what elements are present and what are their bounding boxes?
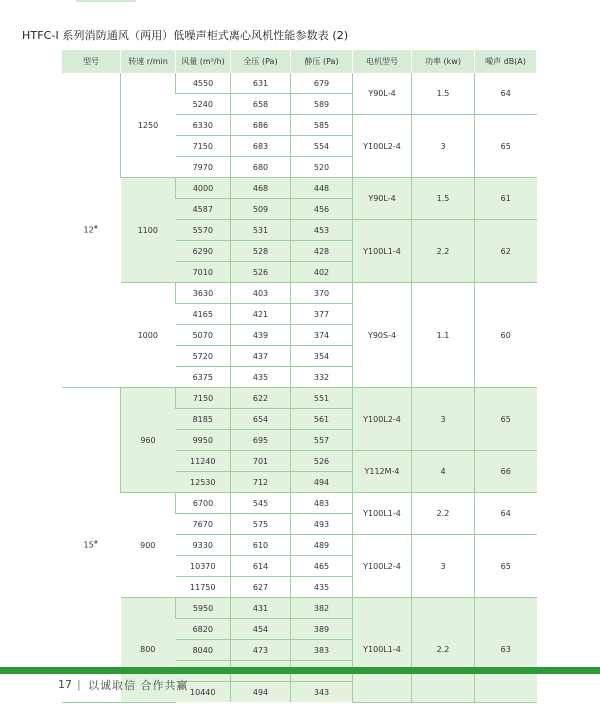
- static-pressure-cell: 453: [291, 220, 353, 241]
- static-pressure-cell: 448: [291, 178, 353, 199]
- static-pressure-cell: 435: [291, 577, 353, 598]
- airflow-cell: 6375: [176, 367, 231, 388]
- table-header-row: [62, 50, 537, 73]
- static-pressure-cell: 428: [291, 241, 353, 262]
- motor-model-cell: Y90L-4: [353, 73, 412, 115]
- noise-cell: 65: [475, 115, 537, 178]
- total-pressure-cell: 622: [231, 388, 291, 409]
- footer-green-bar: [0, 667, 600, 674]
- airflow-cell: 7010: [176, 262, 231, 283]
- power-cell: 3: [412, 535, 475, 598]
- static-pressure-cell: 554: [291, 136, 353, 157]
- airflow-cell: 4550: [176, 73, 231, 94]
- total-pressure-cell: 473: [231, 640, 291, 661]
- static-pressure-cell: 389: [291, 619, 353, 640]
- airflow-cell: 5950: [176, 598, 231, 619]
- airflow-cell: 7670: [176, 514, 231, 535]
- static-pressure-cell: 383: [291, 640, 353, 661]
- airflow-cell: 7970: [176, 157, 231, 178]
- airflow-cell: 6330: [176, 115, 231, 136]
- page-number: 17: [58, 678, 72, 691]
- total-pressure-cell: 631: [231, 73, 291, 94]
- noise-cell: 65: [475, 388, 537, 451]
- noise-cell: 65: [475, 535, 537, 598]
- total-pressure-cell: 683: [231, 136, 291, 157]
- power-cell: 1.5: [412, 73, 475, 115]
- top-decorative-rule: [76, 0, 136, 2]
- static-pressure-cell: 465: [291, 556, 353, 577]
- noise-cell: 61: [475, 178, 537, 220]
- airflow-cell: 4165: [176, 304, 231, 325]
- speed-cell: 900: [121, 493, 176, 598]
- motor-model-cell: Y90S-4: [353, 283, 412, 388]
- motor-model-cell: Y100L2-4: [353, 115, 412, 178]
- static-pressure-cell: 343: [291, 682, 353, 703]
- motor-model-cell: Y100L1-4: [353, 598, 412, 703]
- power-cell: 1.5: [412, 178, 475, 220]
- airflow-cell: 8185: [176, 409, 231, 430]
- airflow-cell: 6820: [176, 619, 231, 640]
- airflow-cell: 3630: [176, 283, 231, 304]
- power-cell: 1.1: [412, 283, 475, 388]
- speed-cell: 1100: [121, 178, 176, 283]
- header-power: 功率 (kw): [412, 50, 475, 73]
- header-model: 型号: [62, 50, 121, 73]
- airflow-cell: 9950: [176, 430, 231, 451]
- power-cell: 3: [412, 115, 475, 178]
- total-pressure-cell: 454: [231, 619, 291, 640]
- static-pressure-cell: 374: [291, 325, 353, 346]
- airflow-cell: 5240: [176, 94, 231, 115]
- table-row: [62, 283, 537, 304]
- static-pressure-cell: 589: [291, 94, 353, 115]
- total-pressure-cell: 575: [231, 514, 291, 535]
- airflow-cell: 10440: [176, 682, 231, 703]
- static-pressure-cell: 402: [291, 262, 353, 283]
- static-pressure-cell: 561: [291, 409, 353, 430]
- static-pressure-cell: 679: [291, 73, 353, 94]
- total-pressure-cell: 435: [231, 367, 291, 388]
- airflow-cell: 10370: [176, 556, 231, 577]
- header-noise: 噪声 dB(A): [475, 50, 537, 73]
- total-pressure-cell: 680: [231, 157, 291, 178]
- motor-model-cell: Y100L2-4: [353, 388, 412, 451]
- noise-cell: 60: [475, 283, 537, 388]
- total-pressure-cell: 509: [231, 199, 291, 220]
- noise-cell: 64: [475, 493, 537, 535]
- airflow-cell: 5570: [176, 220, 231, 241]
- total-pressure-cell: 545: [231, 493, 291, 514]
- total-pressure-cell: 439: [231, 325, 291, 346]
- airflow-cell: 4000: [176, 178, 231, 199]
- motor-model-cell: Y112M-4: [353, 451, 412, 493]
- table-row: [62, 493, 537, 514]
- model-cell: 15#: [62, 388, 121, 703]
- airflow-cell: 6700: [176, 493, 231, 514]
- document-title: HTFC-I 系列消防通风（两用）低噪声柜式离心风机性能参数表 (2): [22, 29, 349, 42]
- noise-cell: 63: [475, 598, 537, 703]
- performance-table: [61, 50, 537, 703]
- static-pressure-cell: 489: [291, 535, 353, 556]
- airflow-cell: 5070: [176, 325, 231, 346]
- speed-cell: 960: [121, 388, 176, 493]
- total-pressure-cell: 403: [231, 283, 291, 304]
- header-static-pressure: 静压 (Pa): [291, 50, 353, 73]
- total-pressure-cell: 712: [231, 472, 291, 493]
- static-pressure-cell: 551: [291, 388, 353, 409]
- total-pressure-cell: 627: [231, 577, 291, 598]
- header-speed: 转速 r/min: [121, 50, 176, 73]
- airflow-cell: 7150: [176, 388, 231, 409]
- static-pressure-cell: 493: [291, 514, 353, 535]
- total-pressure-cell: 701: [231, 451, 291, 472]
- airflow-cell: 7150: [176, 136, 231, 157]
- total-pressure-cell: 610: [231, 535, 291, 556]
- total-pressure-cell: 431: [231, 598, 291, 619]
- speed-cell: 1000: [121, 283, 176, 388]
- total-pressure-cell: 468: [231, 178, 291, 199]
- speed-cell: 1250: [121, 73, 176, 178]
- airflow-cell: 12530: [176, 472, 231, 493]
- static-pressure-cell: 332: [291, 367, 353, 388]
- table-row: [62, 598, 537, 619]
- static-pressure-cell: 456: [291, 199, 353, 220]
- noise-cell: 64: [475, 73, 537, 115]
- power-cell: 2.2: [412, 598, 475, 703]
- airflow-cell: 5720: [176, 346, 231, 367]
- noise-cell: 66: [475, 451, 537, 493]
- static-pressure-cell: 377: [291, 304, 353, 325]
- airflow-cell: 11750: [176, 577, 231, 598]
- total-pressure-cell: 686: [231, 115, 291, 136]
- static-pressure-cell: 585: [291, 115, 353, 136]
- total-pressure-cell: 421: [231, 304, 291, 325]
- total-pressure-cell: 654: [231, 409, 291, 430]
- total-pressure-cell: 526: [231, 262, 291, 283]
- static-pressure-cell: 382: [291, 598, 353, 619]
- static-pressure-cell: 520: [291, 157, 353, 178]
- airflow-cell: 11240: [176, 451, 231, 472]
- motor-model-cell: Y90L-4: [353, 178, 412, 220]
- total-pressure-cell: 437: [231, 346, 291, 367]
- airflow-cell: 6290: [176, 241, 231, 262]
- total-pressure-cell: 658: [231, 94, 291, 115]
- power-cell: 3: [412, 388, 475, 451]
- footer-slogan: 以诚取信 合作共赢: [88, 679, 189, 692]
- table-row: [62, 178, 537, 199]
- power-cell: 4: [412, 451, 475, 493]
- total-pressure-cell: 695: [231, 430, 291, 451]
- power-cell: 2.2: [412, 493, 475, 535]
- noise-cell: 62: [475, 220, 537, 283]
- model-cell: 12#: [62, 73, 121, 388]
- header-total-pressure: 全压 (Pa): [231, 50, 291, 73]
- static-pressure-cell: 370: [291, 283, 353, 304]
- motor-model-cell: Y100L2-4: [353, 535, 412, 598]
- static-pressure-cell: 494: [291, 472, 353, 493]
- airflow-cell: 9330: [176, 535, 231, 556]
- power-cell: 2.2: [412, 220, 475, 283]
- total-pressure-cell: 531: [231, 220, 291, 241]
- static-pressure-cell: 483: [291, 493, 353, 514]
- motor-model-cell: Y100L1-4: [353, 220, 412, 283]
- airflow-cell: 8040: [176, 640, 231, 661]
- motor-model-cell: Y100L1-4: [353, 493, 412, 535]
- footer-separator: |: [77, 678, 81, 691]
- total-pressure-cell: 528: [231, 241, 291, 262]
- airflow-cell: 4587: [176, 199, 231, 220]
- table-row: [62, 73, 537, 94]
- static-pressure-cell: 557: [291, 430, 353, 451]
- header-airflow: 风量 (m³/h): [176, 50, 231, 73]
- speed-cell: 800: [121, 598, 176, 703]
- static-pressure-cell: 354: [291, 346, 353, 367]
- table-row: [62, 388, 537, 409]
- header-motor-model: 电机型号: [353, 50, 412, 73]
- total-pressure-cell: 494: [231, 682, 291, 703]
- total-pressure-cell: 614: [231, 556, 291, 577]
- static-pressure-cell: 526: [291, 451, 353, 472]
